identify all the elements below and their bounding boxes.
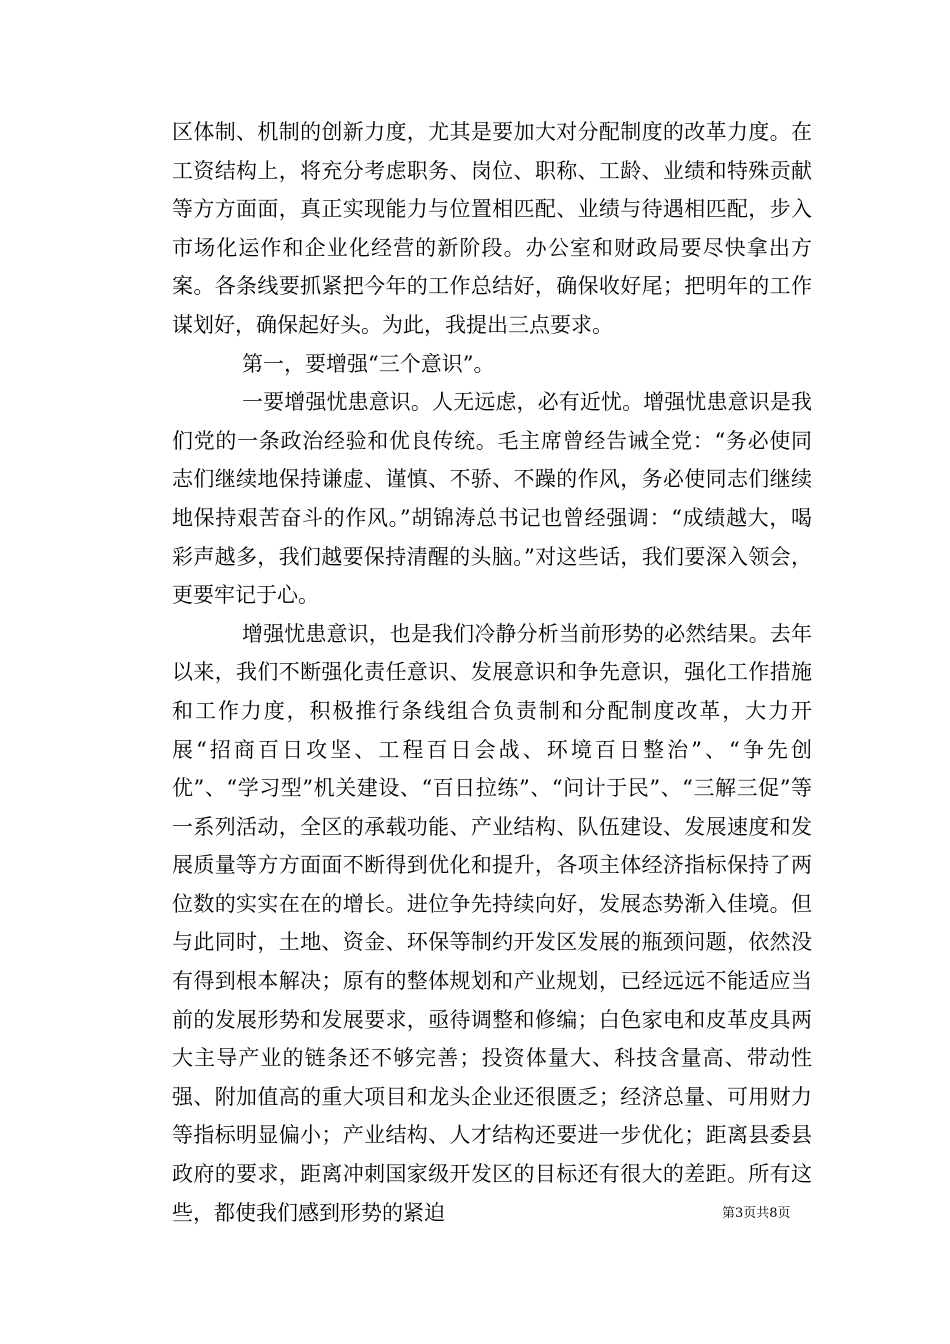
page-number-footer: 第3页共8页 [722, 1206, 791, 1221]
paragraph-2-heading: 第一，要增强“三个意识”。 [242, 351, 495, 376]
body-text [172, 113, 812, 1232]
paragraph-3: 一要增强忧患意识。人无远虑，必有近忧。增强忧患意识是我们党的一条政治经验和优良传统。毛主席曾经告诫全党：“务必使同志们继续地保持谦虚、谨慎、不骄、不躁的作风，务必使同志们继续地保持艰苦奋斗的作风。”胡锦涛总书记也曾经强调：“成绩越大，喝彩声越多，我们越要保持清醒的头脑。”对这些话，我们要深入领会，更要牢记于心。 [172, 390, 812, 608]
paragraph-4: 增强忧患意识，也是我们冷静分析当前形势的必然结果。去年以来，我们不断强化责任意识、发展意识和争先意识，强化工作措施和工作力度，积极推行条线组合负责制和分配制度改革，大力开展“招商百日攻坚、工程百日会战、环境百日整治”、“争先创优”、“学习型”机关建设、“百日拉练”、“问计于民”、“三解三促”等一系列活动，全区的承载功能、产业结构、队伍建设、发展速度和发展质量等方方面面不断得到优化和提升，各项主体经济指标保持了两位数的实实在在的增长。进位争先持续向好，发展态势渐入佳境。但与此同时，土地、资金、环保等制约开发区发展的瓶颈问题，依然没有得到根本解决；原有的整体规划和产业规划，已经远远不能适应当前的发展形势和发展要求，亟待调整和修编；白色家电和皮革皮具两大主导产业的链条还不够完善；投资体量大、科技含量高、带动性强、附加值高的重大项目和龙头企业还很匮乏；经济总量、可用财力等指标明显偏小；产业结构、人才结构还要进一步优化；距离县委县政府的要求，距离冲刺国家级开发区的目标还有很大的差距。所有这些，都使我们感到形势的紧迫 [172, 621, 812, 1225]
paragraph-1: 区体制、机制的创新力度，尤其是要加大对分配制度的改革力度。在工资结构上，将充分考虑职务、岗位、职称、工龄、业绩和特殊贡献等方方面面，真正实现能力与位置相匹配、业绩与待遇相匹配，步入市场化运作和企业化经营的新阶段。办公室和财政局要尽快拿出方案。各条线要抓紧把今年的工作总结好，确保收好尾；把明年的工作谋划好，确保起好头。为此，我提出三点要求。 [172, 120, 812, 337]
